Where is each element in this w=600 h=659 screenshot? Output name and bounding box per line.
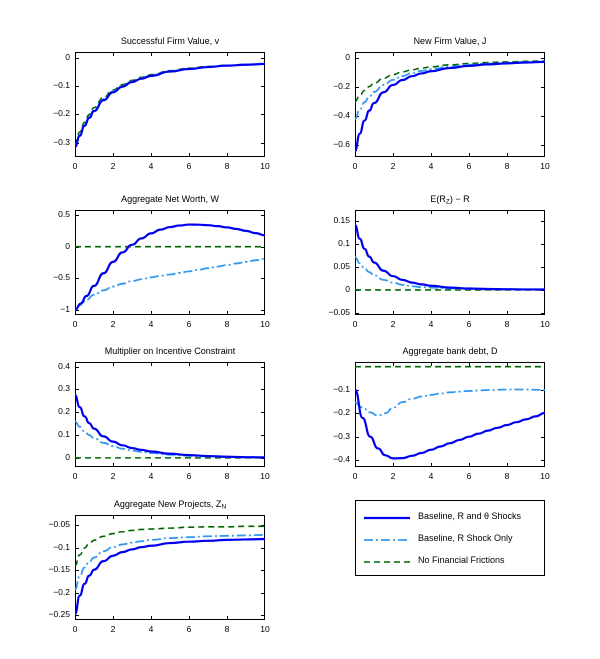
series-line: [75, 225, 265, 310]
y-tick-label: 0: [345, 283, 350, 294]
chart-title: Aggregate Net Worth, W: [121, 194, 219, 204]
x-tick-label: 4: [428, 471, 434, 481]
x-tick-label: 2: [110, 624, 116, 634]
chart-title: Successful Firm Value, v: [120, 36, 220, 46]
x-tick-label: 0: [352, 471, 358, 481]
series-line: [355, 257, 545, 290]
y-tick-label: −0.2: [333, 407, 350, 418]
x-tick-label: 2: [110, 319, 116, 329]
y-tick-label: −0.1: [333, 384, 350, 394]
chart-panel-3: [295, 194, 555, 339]
series-line: [75, 64, 265, 147]
y-tick-label: −0.05: [48, 518, 70, 529]
y-tick-label: −0.2: [53, 586, 70, 597]
series-line: [75, 259, 265, 310]
legend-swatch: [364, 559, 410, 565]
x-tick-label: 2: [390, 161, 396, 171]
chart-title: New Firm Value, J: [413, 36, 487, 46]
y-tick-label: −0.6: [333, 139, 350, 150]
y-tick-label: −0.2: [53, 108, 70, 119]
y-tick-label: 0.1: [58, 429, 70, 440]
x-tick-label: 4: [148, 161, 154, 171]
y-tick-label: −0.05: [328, 306, 350, 317]
y-tick-label: 0.05: [333, 261, 350, 272]
y-tick-label: 0.4: [58, 360, 70, 371]
chart-panel-1: [295, 36, 555, 181]
x-tick-label: 6: [466, 471, 472, 481]
x-tick-label: 6: [186, 161, 192, 171]
chart-panel-2: [15, 194, 275, 339]
x-tick-label: 8: [504, 161, 510, 171]
y-tick-label: −0.5: [53, 272, 70, 283]
chart-title: Aggregate New Projects, $Z_N$: [113, 499, 227, 511]
y-tick-label: −0.1: [53, 541, 70, 552]
x-tick-label: 10: [540, 471, 550, 481]
legend: [355, 500, 545, 576]
x-tick-label: 4: [428, 319, 434, 329]
y-tick-label: 0: [65, 240, 70, 251]
x-tick-label: 6: [466, 319, 472, 329]
x-tick-label: 8: [224, 319, 230, 329]
x-tick-label: 8: [224, 624, 230, 634]
x-tick-label: 2: [110, 161, 116, 171]
series-line: [75, 421, 265, 457]
y-tick-label: −0.1: [53, 80, 70, 91]
y-tick-label: −1: [60, 303, 70, 314]
x-tick-label: 8: [504, 319, 510, 329]
y-tick-label: 0.3: [58, 383, 70, 394]
x-tick-label: 8: [504, 471, 510, 481]
x-tick-label: 10: [260, 319, 270, 329]
x-tick-label: 2: [110, 471, 116, 481]
x-tick-label: 8: [224, 471, 230, 481]
curve-layer: [75, 210, 265, 315]
chart-panel-0: [15, 36, 275, 181]
series-line: [75, 64, 265, 147]
x-tick-label: 0: [72, 471, 78, 481]
curve-layer: [355, 52, 545, 157]
x-tick-label: 6: [186, 319, 192, 329]
chart-title: $E(R_Z) - R$: [430, 194, 470, 206]
x-tick-label: 4: [428, 161, 434, 171]
y-tick-label: −0.3: [53, 136, 70, 147]
x-tick-label: 10: [540, 319, 550, 329]
y-tick-label: 0: [345, 51, 350, 62]
series-line: [355, 62, 545, 151]
x-tick-label: 2: [390, 471, 396, 481]
y-tick-label: −0.3: [333, 430, 350, 441]
series-line: [355, 61, 545, 119]
x-tick-label: 6: [466, 161, 472, 171]
x-tick-label: 0: [72, 161, 78, 171]
y-tick-label: −0.15: [48, 564, 70, 575]
x-tick-label: 10: [260, 471, 270, 481]
series-line: [75, 395, 265, 457]
series-line: [355, 390, 545, 459]
x-tick-label: 0: [352, 319, 358, 329]
curve-layer: [75, 52, 265, 157]
chart-title: Aggregate bank debt, D: [402, 346, 498, 356]
y-tick-label: −0.2: [333, 81, 350, 91]
x-tick-label: 6: [186, 471, 192, 481]
x-tick-label: 4: [148, 471, 154, 481]
legend-label: Baseline, R Shock Only: [418, 533, 513, 543]
curve-layer: [355, 362, 545, 467]
y-tick-label: −0.4: [333, 454, 350, 464]
y-tick-label: 0.5: [58, 209, 70, 220]
chart-panel-6: [15, 499, 275, 644]
y-tick-label: −0.4: [333, 110, 350, 121]
x-tick-label: 10: [260, 624, 270, 634]
curve-layer: [75, 515, 265, 620]
series-line: [75, 539, 265, 614]
x-tick-label: 0: [72, 319, 78, 329]
series-line: [75, 526, 265, 565]
legend-item: [356, 507, 544, 529]
y-tick-label: 0.2: [58, 406, 70, 417]
x-tick-label: 10: [540, 161, 550, 171]
chart-title: Multiplier on Incentive Constraint: [104, 346, 236, 356]
legend-item: [356, 529, 544, 551]
legend-item: [356, 551, 544, 573]
series-line: [75, 64, 265, 145]
legend-label: Baseline, R and θ Shocks: [418, 511, 522, 521]
curve-layer: [355, 210, 545, 315]
chart-panel-4: [15, 346, 275, 491]
y-tick-label: 0.15: [333, 215, 350, 226]
y-tick-label: 0.1: [338, 238, 350, 249]
x-tick-label: 0: [352, 161, 358, 171]
series-line: [355, 390, 545, 416]
x-tick-label: 6: [186, 624, 192, 634]
curve-layer: [75, 362, 265, 467]
chart-panel-5: [295, 346, 555, 491]
y-tick-label: −0.25: [48, 609, 70, 620]
y-tick-label: 0: [65, 451, 70, 462]
legend-swatch: [364, 537, 410, 543]
x-tick-label: 4: [148, 319, 154, 329]
legend-label: No Financial Frictions: [418, 555, 505, 565]
x-tick-label: 2: [390, 319, 396, 329]
x-tick-label: 8: [224, 161, 230, 171]
x-tick-label: 4: [148, 624, 154, 634]
x-tick-label: 10: [260, 161, 270, 171]
x-tick-label: 0: [72, 624, 78, 634]
y-tick-label: 0: [65, 51, 70, 62]
legend-swatch: [364, 515, 410, 521]
